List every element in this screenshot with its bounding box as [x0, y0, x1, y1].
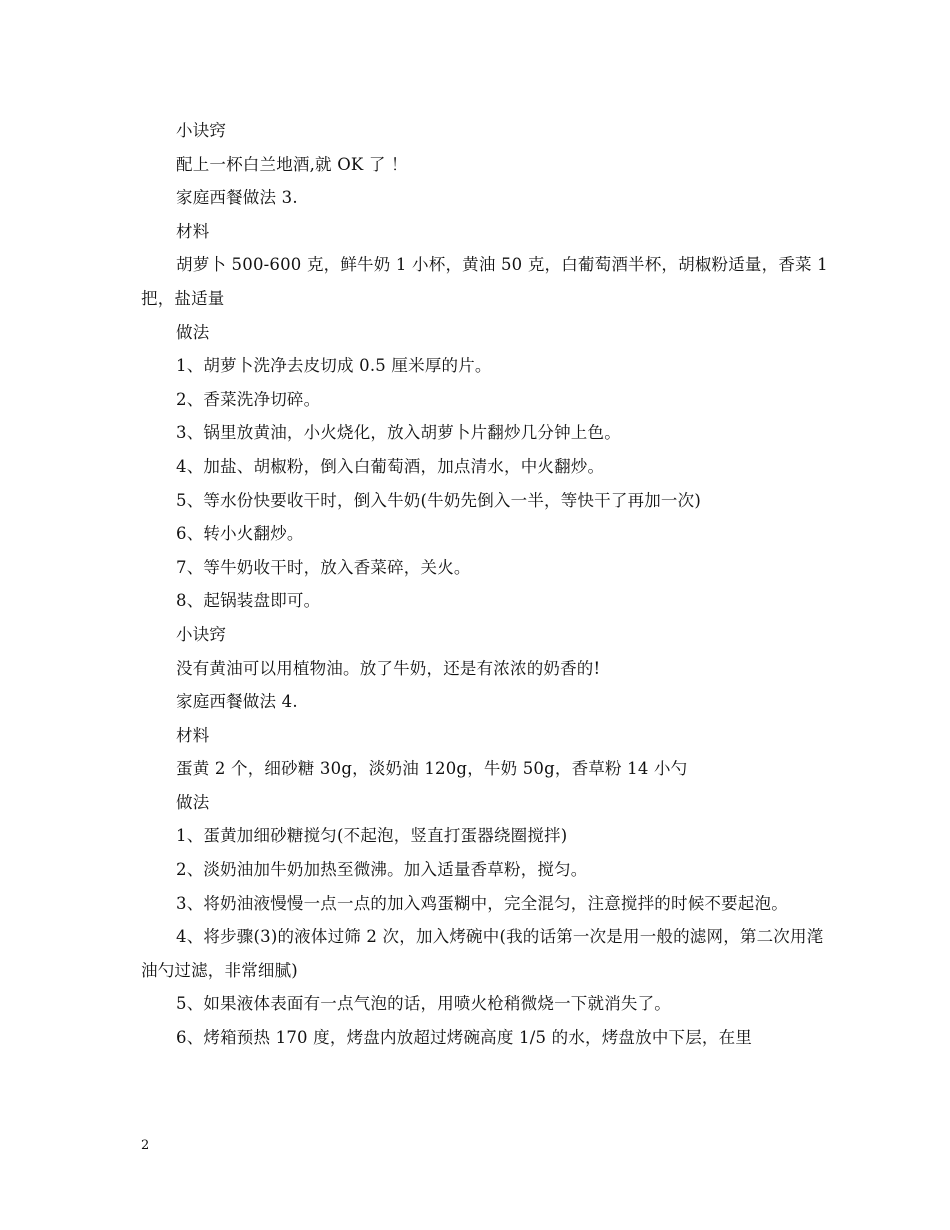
tip-heading: 小诀窍 — [176, 121, 227, 140]
step-item: 4、加盐、胡椒粉，倒入白葡萄酒，加点清水，中火翻炒。 — [176, 456, 605, 476]
tip-heading: 小诀窍 — [176, 624, 227, 644]
step-item: 2、淡奶油加牛奶加热至微沸。加入适量香草粉，搅匀。 — [176, 860, 588, 880]
step-item: 5、等水份快要收干时，倒入牛奶(牛奶先倒入一半，等快干了再加一次) — [176, 490, 701, 510]
step-item: 4、将步骤(3)的液体过筛 2 次，加入烤碗中(我的话第一次是用一般的滤网，第二次用滗油勺过滤，非常细腻) — [141, 927, 824, 980]
method-heading: 做法 — [176, 792, 210, 812]
step-item: 3、将奶油液慢慢一点一点的加入鸡蛋糊中，完全混匀，注意搅拌的时候不要起泡。 — [176, 893, 788, 913]
materials-list: 胡萝卜 500-600 克，鲜牛奶 1 小杯，黄油 50 克，白葡萄酒半杯，胡椒粉适量，香菜 1 把，盐适量 — [141, 255, 828, 308]
materials-heading: 材料 — [176, 725, 210, 745]
step-item: 6、烤箱预热 170 度，烤盘内放超过烤碗高度 1/5 的水，烤盘放中下层，在里 — [176, 1028, 753, 1048]
document-body — [141, 114, 831, 1055]
materials-heading: 材料 — [176, 221, 210, 241]
method-heading: 做法 — [176, 322, 210, 342]
step-item: 6、转小火翻炒。 — [176, 524, 304, 544]
paragraph: 没有黄油可以用植物油。放了牛奶，还是有浓浓的奶香的! — [176, 658, 601, 678]
page-number: 2 — [141, 1138, 150, 1153]
step-item: 8、起锅装盘即可。 — [176, 591, 321, 611]
step-item: 2、香菜洗净切碎。 — [176, 389, 321, 409]
step-item: 3、锅里放黄油，小火烧化，放入胡萝卜片翻炒几分钟上色。 — [176, 423, 621, 443]
materials-list: 蛋黄 2 个，细砂糖 30g，淡奶油 120g，牛奶 50g，香草粉 14 小勺 — [176, 759, 688, 779]
paragraph: 配上一杯白兰地酒,就 OK 了 ！ — [176, 154, 408, 174]
section-heading: 家庭西餐做法 3. — [176, 188, 298, 208]
section-heading: 家庭西餐做法 4. — [176, 692, 298, 712]
step-item: 7、等牛奶收干时，放入香菜碎，关火。 — [176, 557, 471, 577]
step-item: 1、胡萝卜洗净去皮切成 0.5 厘米厚的片。 — [176, 356, 492, 376]
step-item: 1、蛋黄加细砂糖搅匀(不起泡，竖直打蛋器绕圈搅拌) — [176, 826, 568, 846]
step-item: 5、如果液体表面有一点气泡的话，用喷火枪稍微烧一下就消失了。 — [176, 994, 671, 1014]
